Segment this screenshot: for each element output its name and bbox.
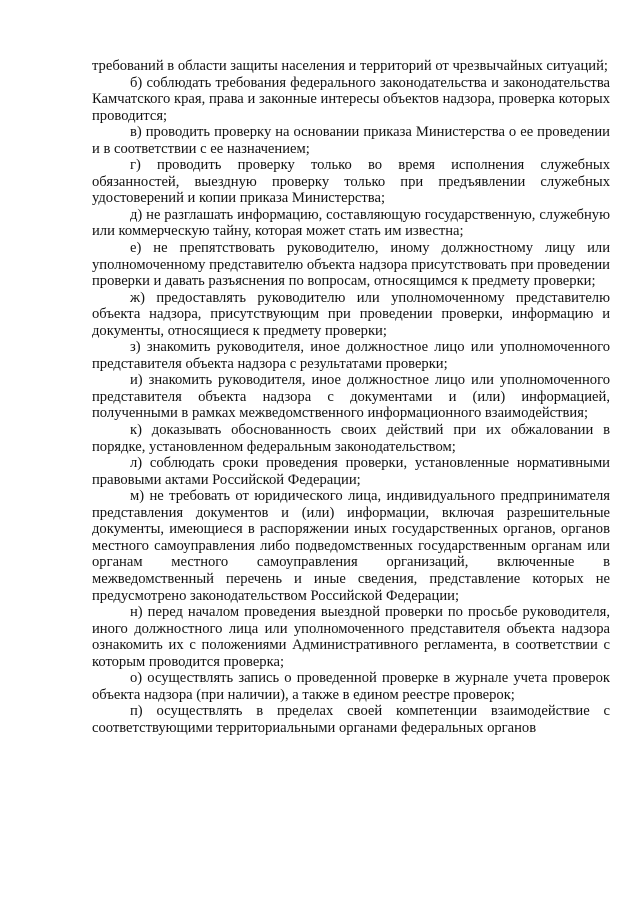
paragraph-item-l: л) соблюдать сроки проведения проверки, установленные нормативными правовыми актами Российской Федерации; bbox=[92, 455, 610, 488]
paragraph-item-o: о) осуществлять запись о проведенной проверке в журнале учета проверок объекта надзора (при наличии), а также в едином реестре проверок; bbox=[92, 670, 610, 703]
paragraph-item-v: в) проводить проверку на основании приказа Министерства о ее проведении и в соответствии с ее назначением; bbox=[92, 124, 610, 157]
paragraph-item-d: д) не разглашать информацию, составляющую государственную, служебную или коммерческую тайну, которая может стать им известна; bbox=[92, 206, 610, 240]
paragraph-item-z: з) знакомить руководителя, иное должностное лицо или уполномоченного представителя объекта надзора с результатами проверки; bbox=[92, 339, 610, 372]
document-body bbox=[92, 58, 610, 736]
paragraph-item-p: п) осуществлять в пределах своей компетенции взаимодействие с соответствующими территориальными органами федеральных органов bbox=[92, 703, 610, 736]
paragraph-item-e: е) не препятствовать руководителю, иному должностному лицу или уполномоченному представителю объекта надзора присутствовать при проведении проверки и давать разъяснения по вопросам, относящимся к предмету проверки; bbox=[92, 240, 610, 290]
paragraph-item-i: и) знакомить руководителя, иное должностное лицо или уполномоченного представителя объекта надзора с документами и (или) информацией, полученными в рамках межведомственного информационного взаимодействия; bbox=[92, 372, 610, 422]
paragraph-item-b: б) соблюдать требования федерального законодательства и законодательства Камчатского края, права и законные интересы объектов надзора, проверка которых проводится; bbox=[92, 74, 610, 124]
paragraph-continuation: требований в области защиты населения и территорий от чрезвычайных ситуаций; bbox=[92, 58, 608, 74]
paragraph-item-g: г) проводить проверку только во время исполнения служебных обязанностей, выездную проверку только при предъявлении служебных удостоверений и копии приказа Министерства; bbox=[92, 157, 610, 207]
paragraph-item-m: м) не требовать от юридического лица, индивидуального предпринимателя представления документов и (или) информации, включая разрешительные документы, имеющиеся в распоряжении иных государственных органов, органов местного самоуправления либо подведомственных государственным органам или органам местного самоуправления организаций, включенные в межведомственный перечень и иные сведения, представление которых не предусмотрено законодательством Российской Федерации; bbox=[92, 488, 610, 604]
paragraph-item-zh: ж) предоставлять руководителю или уполномоченному представителю объекта надзора, присутствующим при проведении проверки, информацию и документы, относящиеся к предмету проверки; bbox=[92, 289, 610, 339]
paragraph-item-k: к) доказывать обоснованность своих действий при их обжаловании в порядке, установленном федеральным законодательством; bbox=[92, 422, 610, 455]
paragraph-item-n: н) перед началом проведения выездной проверки по просьбе руководителя, иного должностного лица или уполномоченного представителя объекта надзора ознакомить их с положениями Административного регламента, в соответствии с которым проводится проверка; bbox=[92, 604, 610, 670]
